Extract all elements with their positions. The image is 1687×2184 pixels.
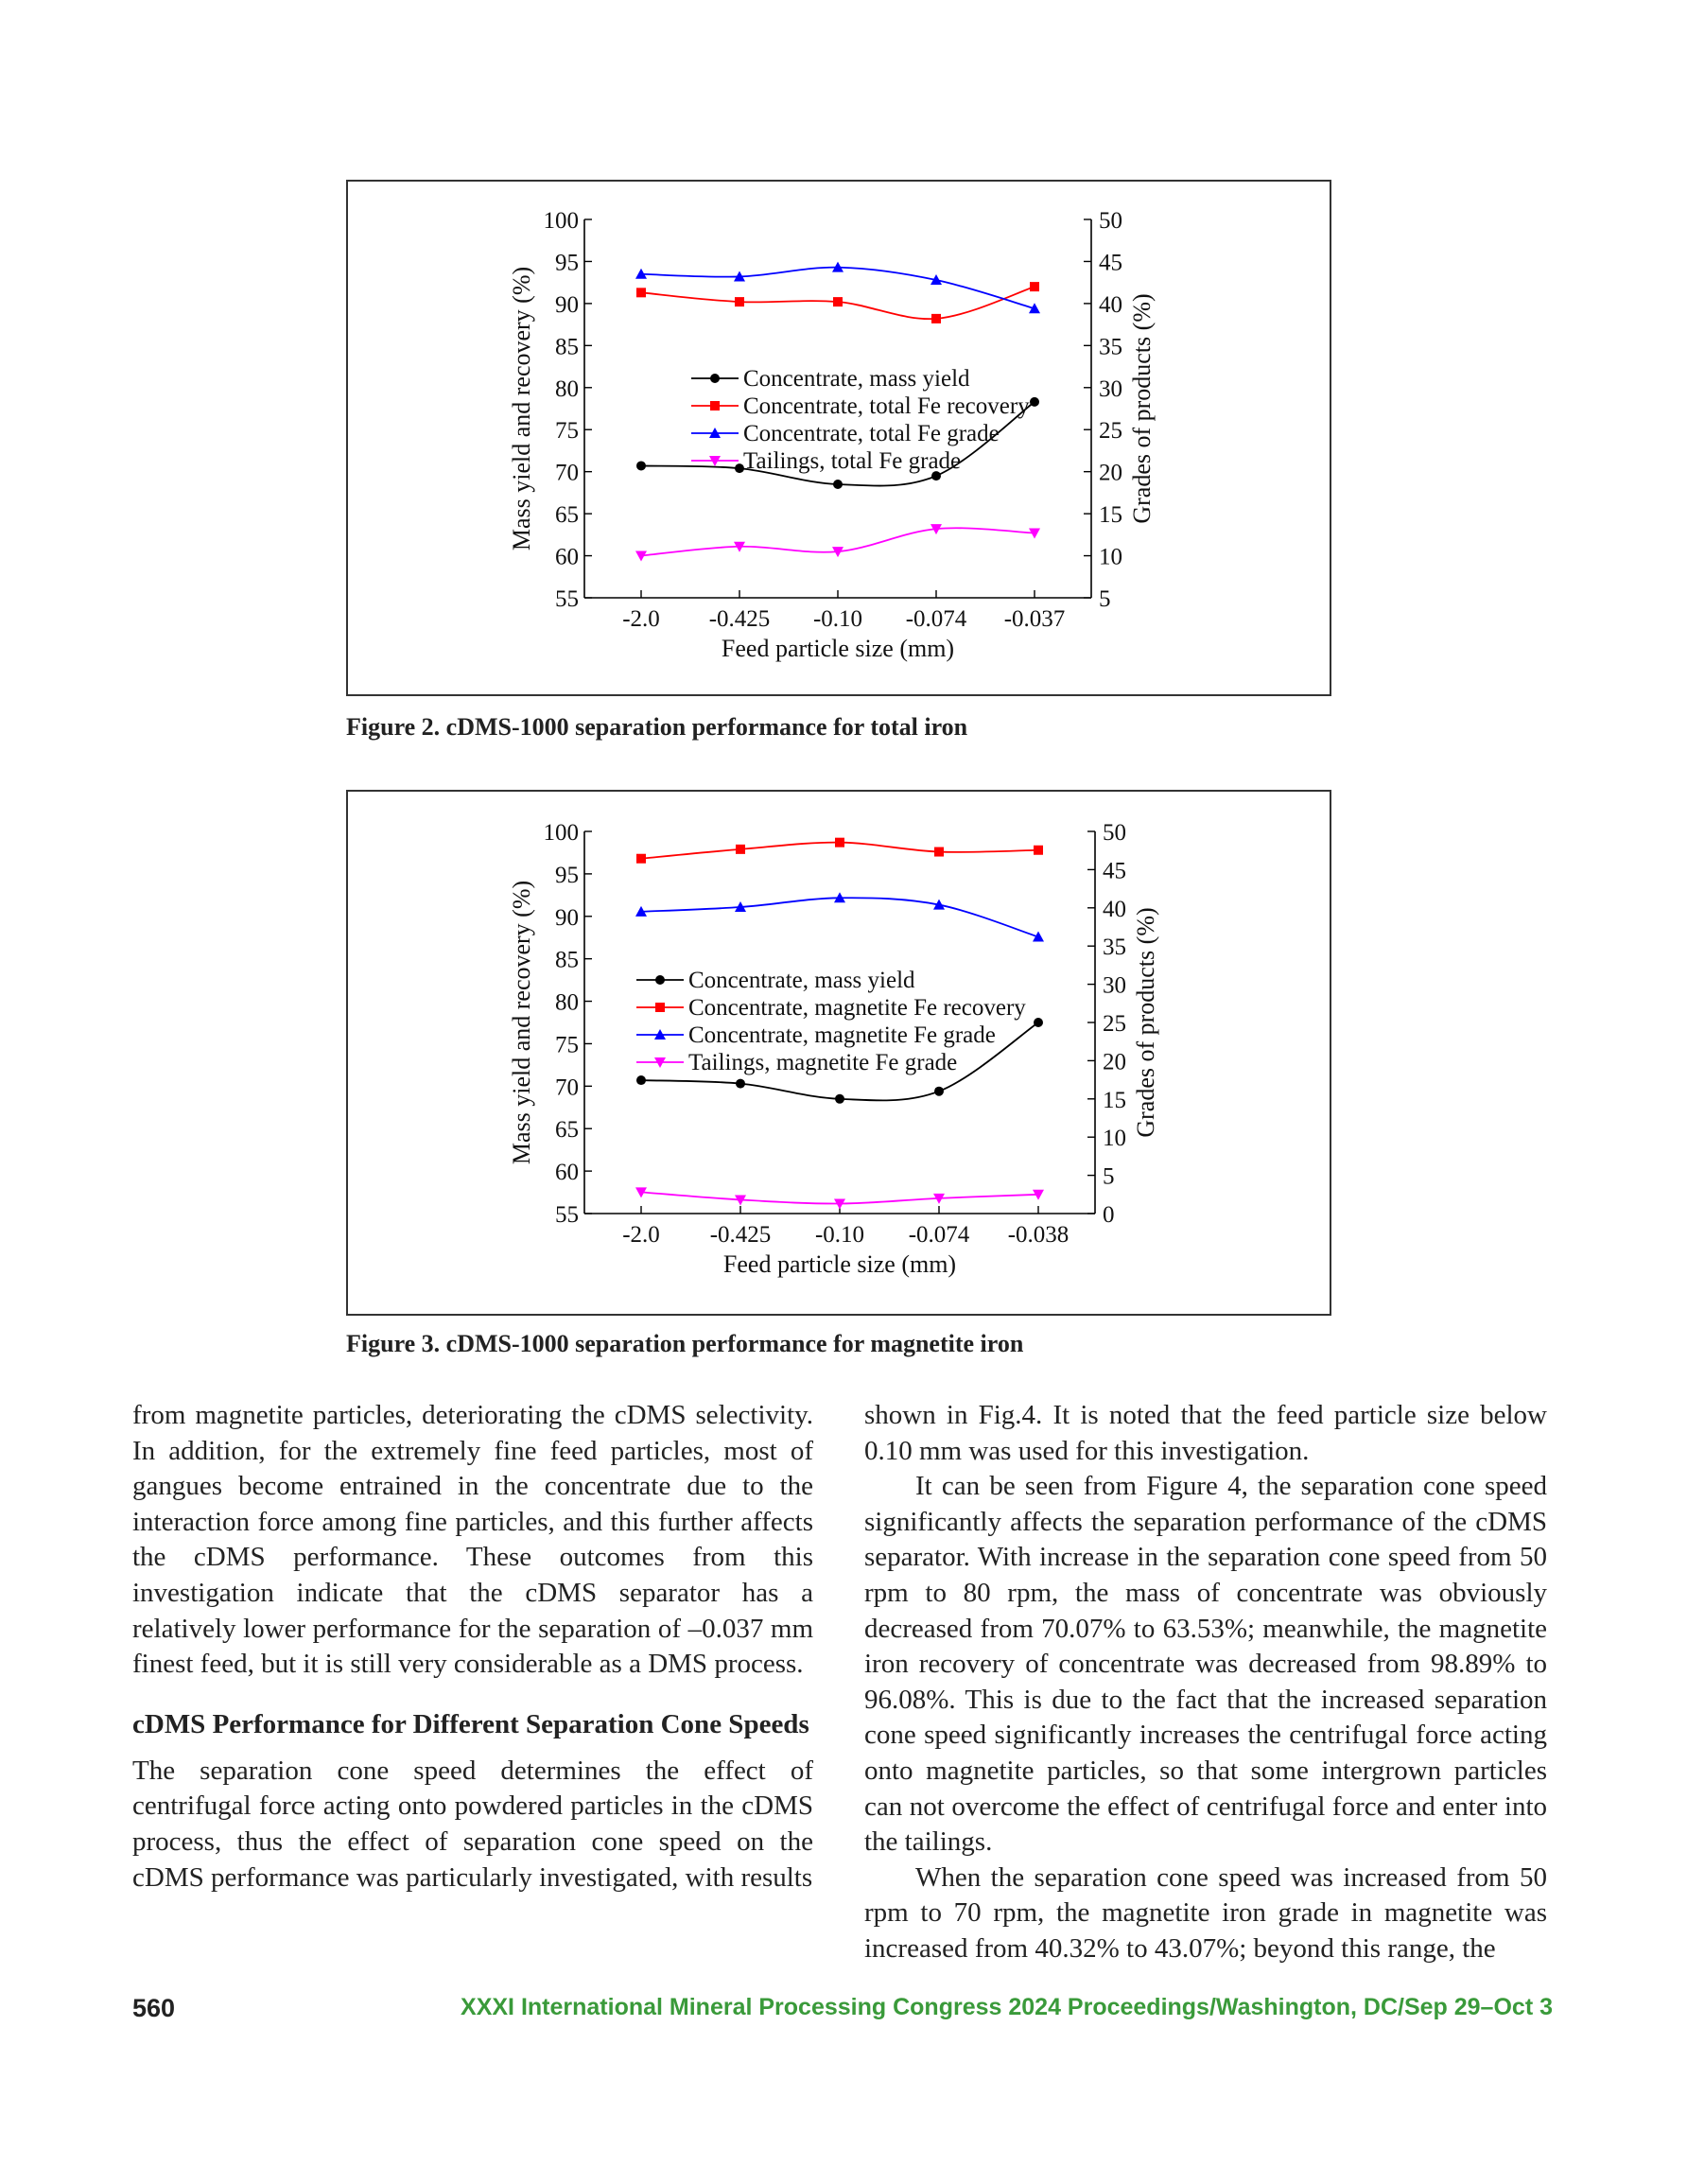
- left-column: [132, 1398, 813, 1896]
- left-tick-label: 80: [555, 989, 579, 1016]
- legend-entry: [636, 1050, 957, 1075]
- right-tick-label: 15: [1099, 502, 1122, 529]
- data-point: [835, 838, 844, 847]
- x-tick-label: -0.10: [812, 606, 863, 632]
- y-axis-right-label: Grades of products (%): [1132, 907, 1159, 1138]
- data-point: [934, 1087, 944, 1096]
- right-paragraph-2: It can be seen from Figure 4, the separation cone speed significantly affects the separation performance of the cDMS separator. With increase in the separation cone speed from 50 rpm to 80 rpm, the mass of concentrate was obviously decreased from 70.07% to 63.53%; meanwhile, the magnetite iron recovery of concentrate was decreased from 98.89% to 96.08%. This is due to the fact that the increased separation cone speed significantly increases the centrifugal force acting onto magnetite particles, so that some intergrown particles can not overcome the effect of centrifugal force and enter into the tailings.: [864, 1471, 1547, 1858]
- legend-entry: [636, 1022, 996, 1048]
- data-point: [1034, 846, 1043, 855]
- legend-marker: [655, 975, 665, 985]
- figure-3-caption: Figure 3. cDMS-1000 separation performance for magnetite iron: [346, 1330, 1024, 1357]
- y-axis-right-label: Grades of products (%): [1128, 293, 1156, 524]
- right-tick-label: 20: [1099, 460, 1122, 486]
- right-tick-label: 35: [1099, 334, 1122, 360]
- left-tick-label: 70: [555, 1075, 579, 1101]
- right-column: [864, 1398, 1547, 1967]
- legend-marker: [655, 1003, 665, 1012]
- legend-entry: [691, 393, 1030, 419]
- right-tick-label: 5: [1103, 1163, 1115, 1190]
- data-point: [736, 845, 745, 854]
- legend-label: Concentrate, magnetite Fe recovery: [688, 995, 1026, 1021]
- data-point: [1030, 397, 1039, 407]
- legend-label: Tailings, magnetite Fe grade: [688, 1050, 958, 1075]
- figure-3-frame: [346, 790, 1331, 1316]
- legend-marker: [710, 374, 720, 383]
- figure-2-caption: Figure 2. cDMS-1000 separation performance for total iron: [346, 713, 968, 741]
- x-tick-label: -2.0: [622, 606, 660, 632]
- left-tick-label: 95: [555, 862, 579, 888]
- right-tick-label: 45: [1099, 250, 1122, 276]
- legend-entry: [691, 421, 1000, 446]
- right-tick-label: 30: [1099, 376, 1122, 402]
- left-tick-label: 60: [555, 544, 579, 570]
- data-point: [934, 847, 944, 857]
- data-point: [636, 854, 646, 864]
- data-point: [636, 288, 646, 297]
- y-axis-label: Mass yield and recovery (%): [508, 266, 535, 551]
- left-tick-label: 55: [555, 586, 579, 612]
- right-tick-label: 30: [1103, 972, 1126, 999]
- right-tick-label: 25: [1103, 1011, 1126, 1037]
- x-tick-label: -2.0: [622, 1222, 660, 1248]
- series-line: [641, 898, 1038, 936]
- data-point: [833, 480, 843, 489]
- x-tick-label: -0.074: [905, 606, 967, 632]
- figure-2-chart: [348, 182, 1333, 698]
- y-axis-label: Mass yield and recovery (%): [508, 880, 535, 1165]
- legend-label: Concentrate, magnetite Fe grade: [688, 1022, 996, 1048]
- left-tick-label: 100: [543, 208, 579, 234]
- legend-label: Concentrate, total Fe grade: [743, 421, 1000, 446]
- left-tick-label: 70: [555, 460, 579, 486]
- left-tick-label: 75: [555, 418, 579, 445]
- data-point: [931, 314, 941, 323]
- x-axis-label: Feed particle size (mm): [721, 635, 955, 662]
- legend-label: Tailings, total Fe grade: [743, 448, 962, 474]
- left-tick-label: 95: [555, 250, 579, 276]
- series-1: [636, 282, 1039, 323]
- series-2: [635, 892, 1044, 941]
- left-paragraph-1: from magnetite particles, deteriorating the cDMS selectivity. In addition, for the extremely fine feed particles, most of gangues become entrained in the concentrate due to the interaction force among fine particles, and this further affects the cDMS performance. These outcomes from this investigation indicate that the cDMS separator has a relatively lower performance for the separation of –0.037 mm finest feed, but it is still very considerable as a DMS process.: [132, 1400, 813, 1680]
- left-tick-label: 75: [555, 1032, 579, 1058]
- left-tick-label: 60: [555, 1160, 579, 1186]
- right-tick-label: 5: [1099, 586, 1111, 612]
- data-point: [736, 1079, 745, 1089]
- data-point: [735, 297, 744, 306]
- right-tick-label: 50: [1103, 820, 1126, 846]
- right-paragraph-3: When the separation cone speed was increased from 50 rpm to 70 rpm, the magnetite iron grade in magnetite was increased from 40.32% to 43.07%; beyond this range, the: [864, 1861, 1547, 1964]
- figure-2-frame: [346, 180, 1331, 696]
- left-tick-label: 100: [543, 820, 579, 846]
- x-tick-label: -0.10: [814, 1222, 865, 1248]
- legend-marker: [710, 401, 720, 411]
- right-tick-label: 20: [1103, 1049, 1126, 1075]
- right-tick-label: 40: [1103, 896, 1126, 922]
- series-3: [635, 1187, 1044, 1209]
- left-tick-label: 90: [555, 904, 579, 931]
- legend-label: Concentrate, mass yield: [743, 366, 970, 392]
- data-point: [1030, 282, 1039, 291]
- left-tick-label: 85: [555, 334, 579, 360]
- left-tick-label: 65: [555, 1117, 579, 1144]
- section-heading: cDMS Performance for Different Separation Cone Speeds: [132, 1708, 809, 1739]
- legend-label: Concentrate, total Fe recovery: [743, 393, 1030, 419]
- left-tick-label: 90: [555, 291, 579, 318]
- series-3: [635, 524, 1040, 561]
- right-tick-label: 15: [1103, 1087, 1126, 1113]
- x-tick-label: -0.074: [908, 1222, 970, 1248]
- left-tick-label: 85: [555, 947, 579, 973]
- x-tick-label: -0.038: [1007, 1222, 1070, 1248]
- data-point: [1034, 1018, 1043, 1027]
- legend-label: Concentrate, mass yield: [688, 968, 915, 993]
- x-tick-label: -0.425: [708, 606, 771, 632]
- x-tick-label: -0.425: [709, 1222, 772, 1248]
- right-tick-label: 25: [1099, 418, 1122, 445]
- footer-proceedings: XXXI International Mineral Processing Congress 2024 Proceedings/Washington, DC/Sep 29–Oct 3: [461, 1994, 1553, 2020]
- legend-entry: [636, 968, 915, 993]
- right-tick-label: 40: [1099, 291, 1122, 318]
- x-tick-label: -0.037: [1003, 606, 1066, 632]
- right-paragraph-1: shown in Fig.4. It is noted that the feed particle size below 0.10 mm was used for this investigation.: [864, 1400, 1547, 1466]
- page-number: 560: [132, 1994, 176, 2022]
- legend-entry: [691, 366, 970, 392]
- left-tick-label: 65: [555, 502, 579, 529]
- left-tick-label: 55: [555, 1202, 579, 1228]
- right-tick-label: 0: [1103, 1202, 1115, 1228]
- legend-entry: [691, 448, 961, 474]
- data-point: [635, 551, 647, 562]
- right-tick-label: 45: [1103, 858, 1126, 884]
- left-paragraph-2: The separation cone speed determines the effect of centrifugal force acting onto powdered particles in the cDMS process, thus the effect of separation cone speed on the cDMS performance was particularly investigated, with results: [132, 1755, 813, 1893]
- data-point: [833, 297, 843, 306]
- x-axis-label: Feed particle size (mm): [722, 1250, 957, 1278]
- right-tick-label: 50: [1099, 208, 1122, 234]
- right-tick-label: 35: [1103, 935, 1126, 961]
- series-1: [636, 838, 1043, 864]
- legend-entry: [636, 995, 1026, 1021]
- figure-3-chart: [348, 792, 1333, 1318]
- data-point: [636, 1075, 646, 1085]
- data-point: [636, 461, 646, 470]
- left-tick-label: 80: [555, 376, 579, 402]
- data-point: [835, 1094, 844, 1104]
- right-tick-label: 10: [1103, 1126, 1126, 1152]
- right-tick-label: 10: [1099, 544, 1122, 570]
